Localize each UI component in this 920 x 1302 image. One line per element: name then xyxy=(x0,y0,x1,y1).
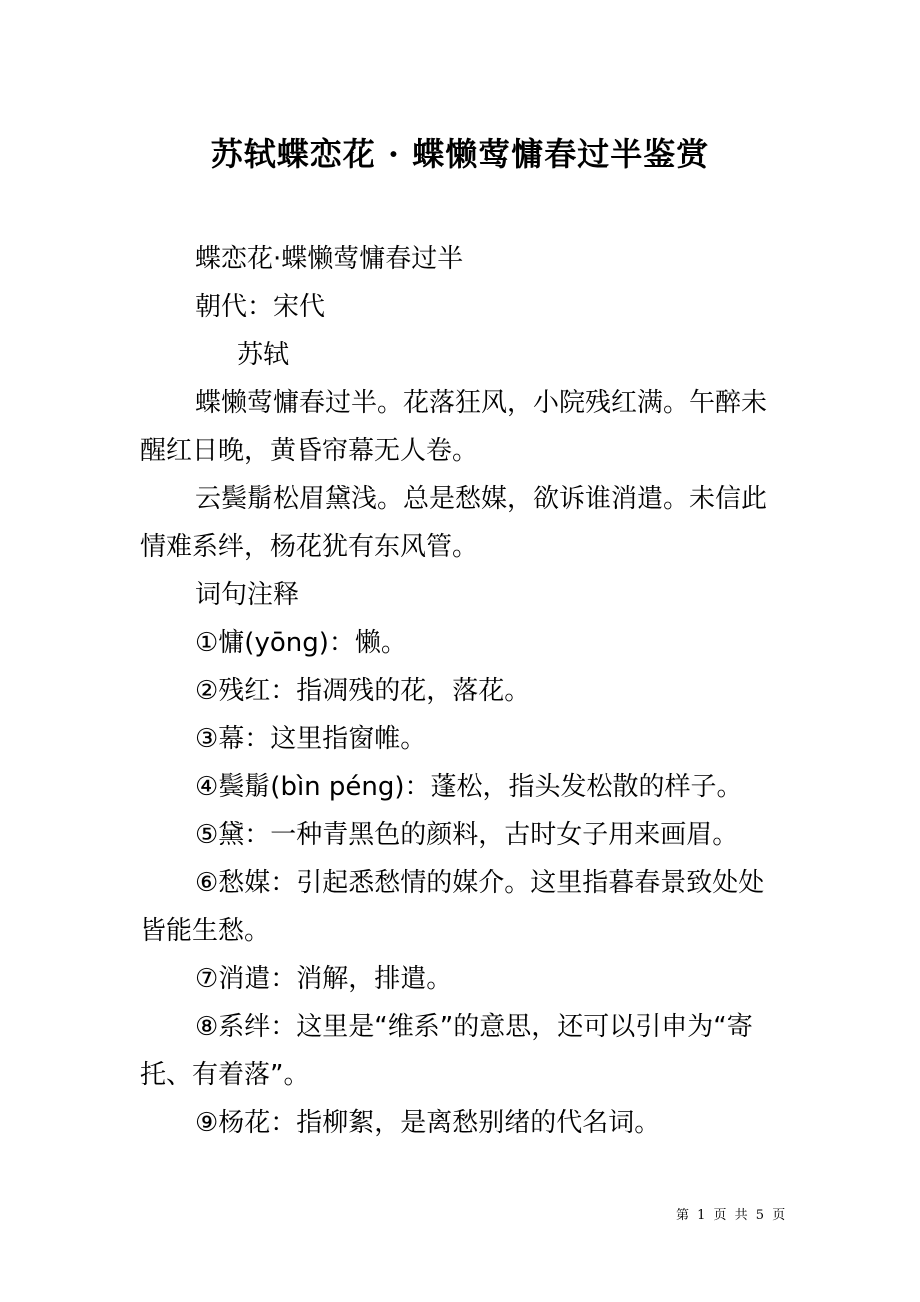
document-body xyxy=(140,235,790,1147)
note-item: ⑦消遣：消解，排遣。 xyxy=(195,964,453,994)
note-item: ②残红：指凋残的花，落花。 xyxy=(195,676,531,706)
poem-stanza-1: 蝶懒莺慵春过半。花落狂风，小院残红满。午醉未醒红日晚，黄昏帘幕无人卷。 xyxy=(140,388,768,466)
note-item: ⑤黛：一种青黑色的颜料，古时女子用来画眉。 xyxy=(195,820,739,850)
note-item: ①慵(yōng)：懒。 xyxy=(195,628,407,658)
poem-title: 蝶恋花·蝶懒莺慵春过半 xyxy=(195,244,464,274)
note-item: ⑨杨花：指柳絮，是离愁别绪的代名词。 xyxy=(195,1108,661,1138)
notes-heading: 词句注释 xyxy=(195,580,300,610)
document-title: 苏轼蝶恋花 · 蝶懒莺慵春过半鉴赏 xyxy=(210,135,710,173)
note-item: ⑧系绊：这里是“维系”的意思，还可以引申为“寄托、有着落”。 xyxy=(140,1012,753,1090)
dynasty-line: 朝代：宋代 xyxy=(195,292,326,322)
poem-stanza-2: 云鬓鬅松眉黛浅。总是愁媒，欲诉谁消遣。未信此情难系绊，杨花犹有东风管。 xyxy=(140,484,768,562)
note-item: ④鬓鬅(bìn péng)：蓬松，指头发松散的样子。 xyxy=(195,772,743,802)
note-item: ③幕：这里指窗帷。 xyxy=(195,724,427,754)
author-line: 苏轼 xyxy=(237,340,290,370)
note-item: ⑥愁媒：引起悉愁情的媒介。这里指暮春景致处处皆能生愁。 xyxy=(140,868,765,946)
page-number: 第 1 页 共 5 页 xyxy=(676,1208,786,1223)
